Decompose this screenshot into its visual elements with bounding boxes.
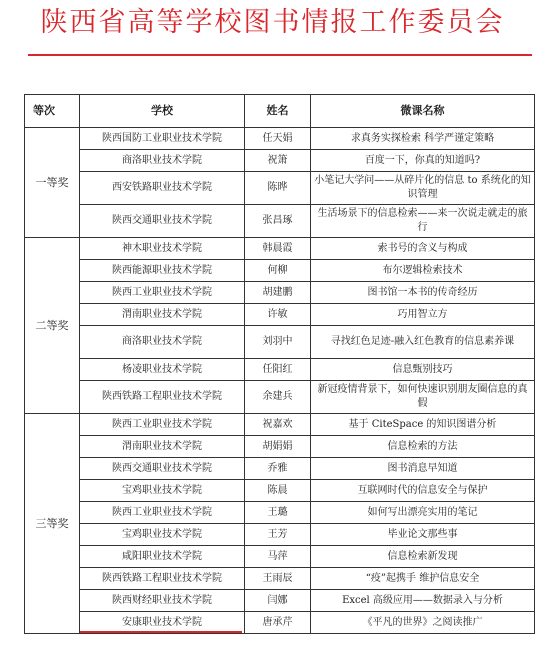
school-cell: 陕西国防工业职业技术学院 (80, 128, 245, 150)
name-cell: 祝箫 (245, 150, 311, 172)
name-cell: 王璐 (245, 502, 311, 524)
school-cell: 陕西工业职业技术学院 (80, 282, 245, 304)
table-row (25, 546, 535, 568)
course-cell: 基于 CiteSpace 的知识图谱分析 (311, 414, 535, 436)
name-cell: 张昌琢 (245, 205, 311, 238)
school-cell: 咸阳职业技术学院 (80, 546, 245, 568)
table-row (25, 359, 535, 381)
header-rank: 等次 (25, 95, 80, 128)
table-row (25, 205, 535, 238)
table-row (25, 238, 535, 260)
name-cell: 许敏 (245, 304, 311, 326)
name-cell: 陈晨 (245, 480, 311, 502)
school-cell: 商洛职业技术学院 (80, 326, 245, 359)
document-title: 陕西省高等学校图书情报工作委员会 (40, 7, 505, 38)
name-cell: 唐承芹 (245, 612, 311, 634)
awards-table (24, 94, 535, 634)
school-cell: 陕西交通职业技术学院 (80, 205, 245, 238)
name-cell: 陈晔 (245, 172, 311, 205)
school-cell: 陕西工业职业技术学院 (80, 502, 245, 524)
table-row (25, 304, 535, 326)
table-row (25, 150, 535, 172)
course-cell: 小笔记大学问——从碎片化的信息 to 系统化的知识管理 (311, 172, 535, 205)
name-cell: 余建兵 (245, 381, 311, 414)
name-cell: 何柳 (245, 260, 311, 282)
school-cell: 陕西铁路工程职业技术学院 (80, 568, 245, 590)
school-cell: 神木职业技术学院 (80, 238, 245, 260)
school-cell: 宝鸡职业技术学院 (80, 480, 245, 502)
course-cell: 巧用智立方 (311, 304, 535, 326)
name-cell: 胡建鹏 (245, 282, 311, 304)
course-cell: “疫”起携手 维护信息安全 (311, 568, 535, 590)
header-course: 微课名称 (311, 95, 535, 128)
table-row (25, 480, 535, 502)
school-cell: 安康职业技术学院 (80, 612, 245, 634)
school-cell: 宝鸡职业技术学院 (80, 524, 245, 546)
name-cell: 王雨辰 (245, 568, 311, 590)
highlight-underline (80, 631, 242, 633)
course-cell: 图书馆一本书的传奇经历 (311, 282, 535, 304)
course-cell: Excel 高级应用——数据录入与分析 (311, 590, 535, 612)
school-cell: 渭南职业技术学院 (80, 304, 245, 326)
course-cell: 寻找红色足迹-融入红色教育的信息素养课 (311, 326, 535, 359)
course-cell: 索书号的含义与构成 (311, 238, 535, 260)
course-cell: 百度一下，你真的知道吗? (311, 150, 535, 172)
course-cell: 求真务实探检索 科学严谨定策略 (311, 128, 535, 150)
school-cell: 陕西交通职业技术学院 (80, 458, 245, 480)
table-row (25, 568, 535, 590)
name-cell: 韩晨霞 (245, 238, 311, 260)
name-cell: 王芳 (245, 524, 311, 546)
school-cell: 商洛职业技术学院 (80, 150, 245, 172)
table-row (25, 458, 535, 480)
table-row (25, 524, 535, 546)
course-cell: 生活场景下的信息检索——来一次说走就走的旅行 (311, 205, 535, 238)
school-cell: 陕西工业职业技术学院 (80, 414, 245, 436)
rank-second-prize: 二等奖 (25, 238, 80, 414)
table-row (25, 172, 535, 205)
table-row (25, 381, 535, 414)
title-underline (28, 54, 532, 56)
rank-first-prize: 一等奖 (25, 128, 80, 238)
table-row (25, 502, 535, 524)
name-cell: 任天娟 (245, 128, 311, 150)
name-cell: 马萍 (245, 546, 311, 568)
course-cell: 《平凡的世界》之阅读推广 (311, 612, 535, 634)
course-cell: 新冠疫情背景下，如何快速识别朋友圈信息的真假 (311, 381, 535, 414)
table-row (25, 414, 535, 436)
table-row (25, 326, 535, 359)
school-cell: 渭南职业技术学院 (80, 436, 245, 458)
name-cell: 胡娟娟 (245, 436, 311, 458)
rank-third-prize: 三等奖 (25, 414, 80, 634)
course-cell: 互联网时代的信息安全与保护 (311, 480, 535, 502)
course-cell: 如何写出漂亮实用的笔记 (311, 502, 535, 524)
table-row (25, 128, 535, 150)
name-cell: 乔雅 (245, 458, 311, 480)
school-cell: 陕西能源职业技术学院 (80, 260, 245, 282)
table-row-highlighted (25, 590, 535, 612)
name-cell: 任阳红 (245, 359, 311, 381)
course-cell: 图书消息早知道 (311, 458, 535, 480)
course-cell: 布尔逻辑检索技术 (311, 260, 535, 282)
table-row (25, 260, 535, 282)
course-cell: 毕业论文那些事 (311, 524, 535, 546)
table-header-row (25, 95, 535, 128)
name-cell: 祝嘉欢 (245, 414, 311, 436)
header-name: 姓名 (245, 95, 311, 128)
school-cell: 陕西铁路工程职业技术学院 (80, 381, 245, 414)
course-cell: 信息检索新发现 (311, 546, 535, 568)
school-cell: 杨凌职业技术学院 (80, 359, 245, 381)
table-row (25, 436, 535, 458)
header-school: 学校 (80, 95, 245, 128)
school-cell: 陕西财经职业技术学院 (80, 590, 245, 612)
course-cell: 信息检索的方法 (311, 436, 535, 458)
table-row (25, 282, 535, 304)
name-cell: 闫娜 (245, 590, 311, 612)
name-cell: 刘羽中 (245, 326, 311, 359)
course-cell: 信息甄别技巧 (311, 359, 535, 381)
school-cell: 西安铁路职业技术学院 (80, 172, 245, 205)
